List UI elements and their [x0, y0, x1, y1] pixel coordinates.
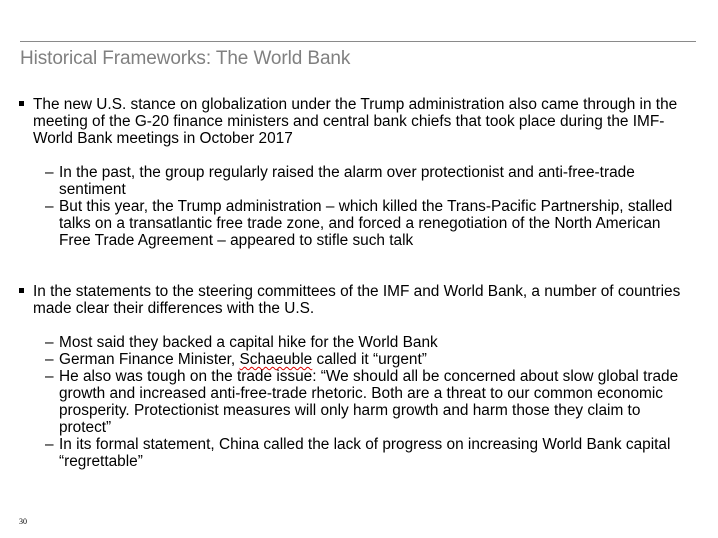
sub-item-text-after: called it “urgent”	[312, 351, 427, 368]
sub-item	[0, 436, 718, 470]
sub-item-text-before: German Finance Minister,	[59, 351, 240, 368]
page-number: 30	[19, 517, 27, 526]
bullet-text: In the statements to the steering committees of the IMF and World Bank, a number of countries made clear their differences with the U.S.	[33, 283, 681, 317]
dash-icon: –	[45, 334, 54, 351]
dash-icon: –	[45, 436, 54, 453]
square-bullet-icon	[19, 288, 24, 293]
dash-icon: –	[45, 368, 54, 385]
dash-icon: –	[45, 164, 54, 181]
dash-icon: –	[45, 351, 54, 368]
sub-list	[0, 334, 718, 470]
sub-list	[0, 164, 718, 249]
sub-item	[0, 351, 718, 368]
slide-content	[0, 96, 718, 470]
top-rule	[20, 41, 696, 42]
sub-item-text: In its formal statement, China called the lack of progress on increasing World Bank capital “regrettable”	[59, 436, 671, 470]
sub-item-text: Most said they backed a capital hike for the World Bank	[59, 334, 438, 351]
bullet-item	[0, 96, 718, 147]
slide-title: Historical Frameworks: The World Bank	[20, 48, 351, 69]
bullet-item	[0, 283, 718, 317]
square-bullet-icon	[19, 101, 24, 106]
bullet-text: The new U.S. stance on globalization under the Trump administration also came through in the meeting of the G-20 finance ministers and central bank chiefs that took place during the IMF-World Bank meetings in October 2017	[33, 96, 678, 147]
sub-item-text: He also was tough on the trade issue: “We should all be concerned about slow global trade growth and increased anti-free-trade rhetoric. Both are a threat to our common economic prosperity. Protectionist measures will only harm growth and harm those they claim to protect”	[59, 368, 679, 436]
spellcheck-flagged-word[interactable]: Schaeuble	[239, 351, 313, 368]
sub-item	[0, 164, 718, 198]
sub-item	[0, 334, 718, 351]
sub-item-text	[59, 351, 427, 368]
sub-item-text: But this year, the Trump administration – which killed the Trans-Pacific Partnership, stalled talks on a transatlantic free trade zone, and forced a renegotiation of the North American Free Trade Agreement – appeared to stifle such talk	[59, 198, 673, 249]
sub-item-text: In the past, the group regularly raised the alarm over protectionist and anti-free-trade sentiment	[59, 164, 635, 198]
sub-item	[0, 198, 718, 249]
dash-icon: –	[45, 198, 54, 215]
sub-item	[0, 368, 718, 436]
